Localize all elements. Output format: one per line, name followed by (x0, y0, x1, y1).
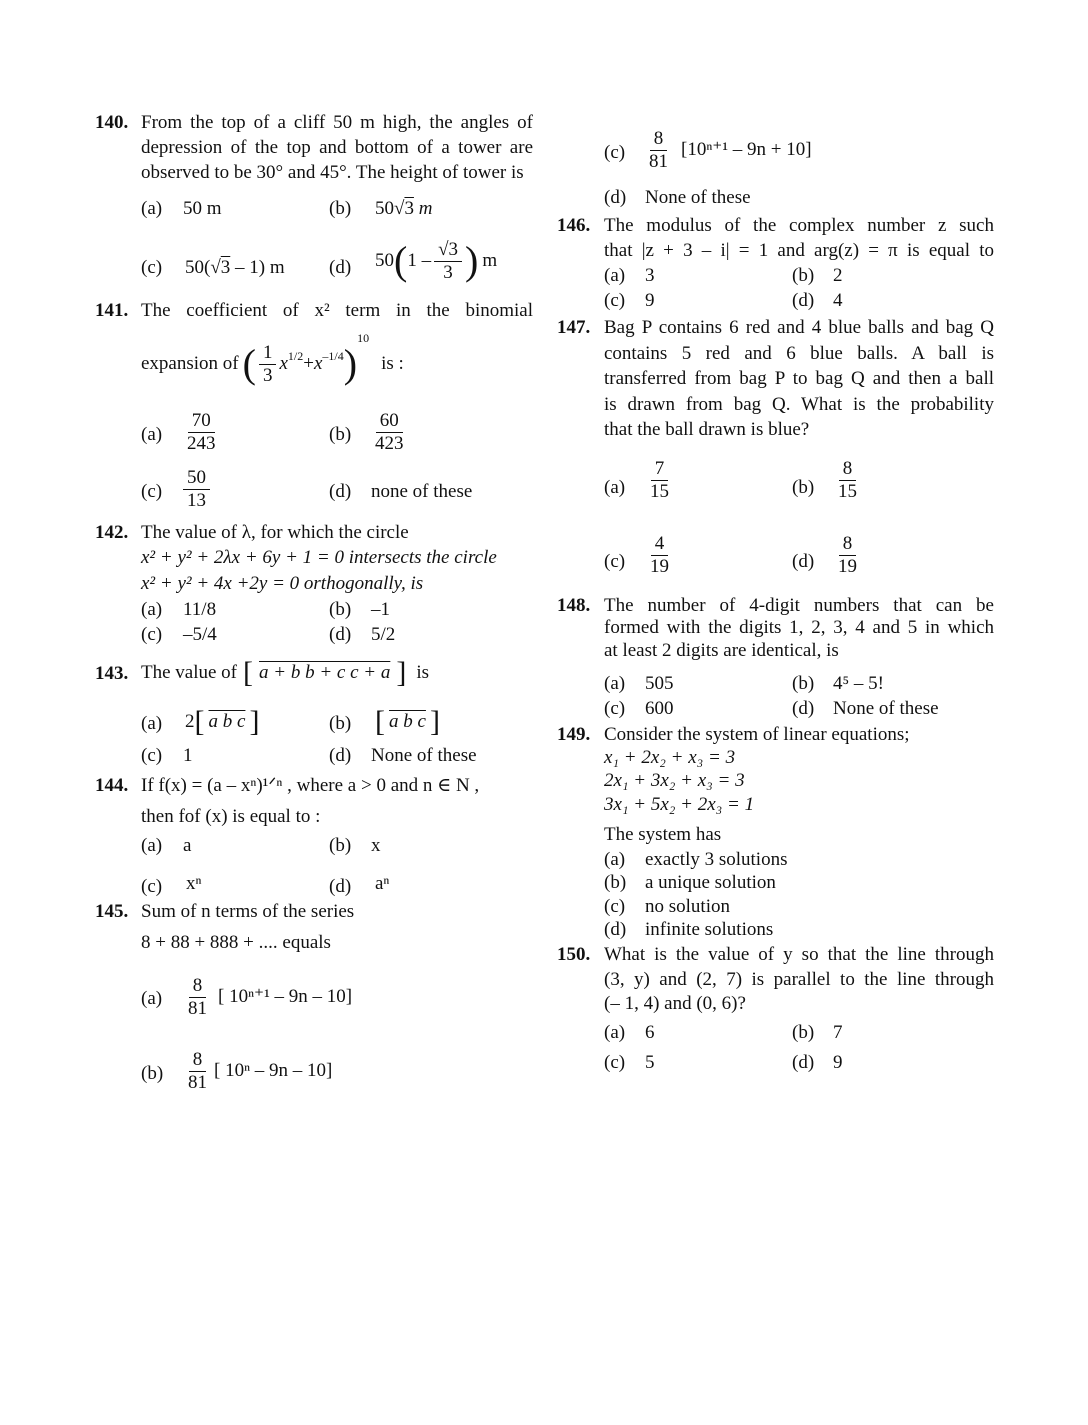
option-b-label: (b) (329, 198, 352, 219)
option-b-text: 7 (833, 1022, 843, 1043)
question-number: 145. (95, 901, 129, 922)
option-a-label: (a) (604, 477, 626, 498)
option-d-label: (d) (792, 698, 815, 719)
option-c-label: (c) (141, 481, 163, 502)
option-c-text: 5 (645, 1052, 655, 1073)
option-a-text: 11/8 (183, 599, 217, 620)
option-c-text: –5/4 (183, 624, 217, 645)
option-a-label: (a) (141, 835, 163, 856)
option-b-text: $\frac{8}{81}$ [ 10ⁿ – 9n – 10] (188, 1048, 333, 1093)
option-c-text: 9 (645, 290, 655, 311)
option-b-label: (b) (792, 673, 815, 694)
option-b-text: x (371, 835, 381, 856)
option-c-label: (c) (604, 142, 626, 163)
option-a-label: (a) (604, 265, 626, 286)
option-c-label: (c) (141, 624, 163, 645)
option-d-text: 5/2 (371, 624, 396, 645)
question-number: 142. (95, 522, 129, 543)
option-d-text: 4 (833, 290, 843, 311)
option-c-label: (c) (141, 257, 163, 278)
option-b-label: (b) (329, 599, 352, 620)
question-text: observed to be 30° and 45°. The height of tower is (141, 162, 524, 183)
question-text: x² + y² + 2λx + 6y + 1 = 0 intersects the circle (141, 547, 497, 568)
option-d-label: (d) (604, 919, 627, 940)
option-b-text: 50√3 m (375, 198, 433, 219)
question-text: (3, y) and (2, 7) is parallel to the line through (604, 969, 994, 990)
option-d-label: (d) (792, 1052, 815, 1073)
option-a-text: a (183, 835, 192, 856)
option-a-label: (a) (141, 713, 163, 734)
question-text: The coefficient of x² term in the binomial (141, 300, 533, 321)
option-a-fraction: $\frac{7}{15}$ (650, 458, 669, 502)
question-number: 140. (95, 112, 129, 133)
option-a-text: exactly 3 solutions (645, 849, 788, 870)
option-c-text: no solution (645, 896, 730, 917)
option-d-text: None of these (833, 698, 939, 719)
question-text: formed with the digits 1, 2, 3, 4 and 5 in which (604, 617, 994, 638)
option-a-label: (a) (604, 673, 626, 694)
question-number: 146. (557, 215, 591, 236)
option-c-label: (c) (604, 1052, 626, 1073)
option-c-label: (c) (604, 698, 626, 719)
option-b-label: (b) (792, 477, 815, 498)
question-text: From the top of a cliff 50 m high, the angles of (141, 112, 533, 133)
equation-3: 3x₁ + 5x₂ + 2x₃ = 1 (604, 794, 755, 815)
option-c-label: (c) (141, 745, 163, 766)
option-c-label: (c) (141, 876, 163, 897)
question-text: that the ball drawn is blue? (604, 419, 810, 440)
question-text: (– 1, 4) and (0, 6)? (604, 993, 746, 1014)
option-d-label: (d) (792, 290, 815, 311)
question-text: If f(x) = (a – xⁿ)¹ᐟⁿ , where a > 0 and n ∈ N , (141, 775, 480, 796)
question-text: The value of [ a + b b + c c + a ] is (141, 656, 430, 689)
option-c-text: 1 (183, 745, 193, 766)
option-d-label: (d) (329, 876, 352, 897)
option-d-label: (d) (329, 481, 352, 502)
option-c-fraction: $\frac{4}{19}$ (650, 533, 669, 577)
option-d-text: None of these (371, 745, 477, 766)
question-number: 147. (557, 317, 591, 338)
option-d-label: (d) (792, 551, 815, 572)
option-d-label: (d) (604, 187, 627, 208)
option-a-text: 50 m (183, 198, 222, 219)
question-number: 150. (557, 944, 591, 965)
question-text: that |z + 3 – i| = 1 and arg(z) = π is equal to (604, 240, 994, 261)
option-c-text: $\frac{8}{81}$ [10ⁿ⁺¹ – 9n + 10] (649, 127, 812, 172)
question-text: Bag P contains 6 red and 4 blue balls and bag Q (604, 317, 994, 338)
question-text: What is the value of y so that the line through (604, 944, 994, 965)
question-text: then fof (x) is equal to : (141, 806, 321, 827)
option-d-text: infinite solutions (645, 919, 774, 940)
option-d-fraction: $\frac{8}{19}$ (838, 533, 857, 577)
question-text: at least 2 digits are identical, is (604, 640, 839, 661)
option-a-label: (a) (604, 849, 626, 870)
equation-1: x₁ + 2x₂ + x₃ = 3 (604, 747, 736, 768)
option-b-text: –1 (371, 599, 390, 620)
option-c-label: (c) (604, 551, 626, 572)
option-a-label: (a) (604, 1022, 626, 1043)
question-text: The value of λ, for which the circle (141, 522, 409, 543)
question-text: The system has (604, 824, 722, 845)
option-b-label: (b) (329, 424, 352, 445)
option-c-fraction: $\frac{50}{13}$ (183, 467, 210, 512)
option-a-text: $\frac{8}{81}$ [ 10ⁿ⁺¹ – 9n – 10] (188, 974, 353, 1019)
option-a-label: (a) (141, 988, 163, 1009)
option-c-text: 600 (645, 698, 674, 719)
question-text: x² + y² + 4x +2y = 0 orthogonally, is (141, 573, 424, 594)
option-c-label: (c) (604, 290, 626, 311)
option-b-text: 2 (833, 265, 843, 286)
option-a-label: (a) (141, 424, 163, 445)
option-b-label: (b) (329, 713, 352, 734)
option-b-text: a unique solution (645, 872, 776, 893)
option-a-label: (a) (141, 599, 163, 620)
option-d-text: 50 ( 1 – $\frac{√3}{3}$ ) m (375, 238, 498, 283)
option-d-text: none of these (371, 481, 473, 502)
option-c-label: (c) (604, 896, 626, 917)
question-text: 8 + 88 + 888 + .... equals (141, 932, 331, 953)
question-text: Sum of n terms of the series (141, 901, 355, 922)
question-text: transferred from bag P to bag Q and then a ball (604, 368, 994, 389)
option-d-text: None of these (645, 187, 751, 208)
question-text: The modulus of the complex number z such (604, 215, 994, 236)
option-b-text: [ a b c ] (375, 705, 440, 738)
option-d-text: aⁿ (375, 873, 390, 894)
question-number: 149. (557, 724, 591, 745)
option-d-label: (d) (329, 257, 352, 278)
option-d-label: (d) (329, 624, 352, 645)
question-text: is drawn from bag Q. What is the probability (604, 394, 994, 415)
option-b-label: (b) (141, 1063, 164, 1084)
question-text: contains 5 red and 6 blue balls. A ball is (604, 343, 994, 364)
question-number: 141. (95, 300, 129, 321)
option-b-label: (b) (792, 1022, 815, 1043)
equation-2: 2x₁ + 3x₂ + x₃ = 3 (604, 770, 745, 791)
option-a-text: 3 (645, 265, 655, 286)
option-a-text: 505 (645, 673, 674, 694)
option-c-text: 50(√3 – 1) m (185, 257, 285, 278)
question-text: The number of 4-digit numbers that can be (604, 595, 994, 616)
option-d-label: (d) (329, 745, 352, 766)
binomial-expression: expansion of ( $\frac{1}{3}$ x $^{1/2}$ + x $^{-1/4}$ ) $^{10}$ is : (141, 331, 404, 386)
option-d-text: 9 (833, 1052, 843, 1073)
option-a-text: 6 (645, 1022, 655, 1043)
option-a-text: 2 [ a b c ] (185, 705, 260, 738)
option-b-label: (b) (792, 265, 815, 286)
option-b-fraction: $\frac{60}{423}$ (375, 410, 404, 454)
option-a-fraction: $\frac{70}{243}$ (187, 410, 216, 454)
option-b-label: (b) (604, 872, 627, 893)
option-b-label: (b) (329, 835, 352, 856)
option-b-fraction: $\frac{8}{15}$ (838, 458, 857, 502)
question-number: 148. (557, 595, 591, 616)
option-a-label: (a) (141, 198, 163, 219)
question-number: 143. (95, 663, 129, 684)
option-c-text: xⁿ (186, 873, 202, 894)
option-b-text: 4⁵ – 5! (833, 673, 884, 694)
question-text: Consider the system of linear equations; (604, 724, 910, 745)
question-text: depression of the top and bottom of a tower are (141, 137, 533, 158)
question-number: 144. (95, 775, 129, 796)
